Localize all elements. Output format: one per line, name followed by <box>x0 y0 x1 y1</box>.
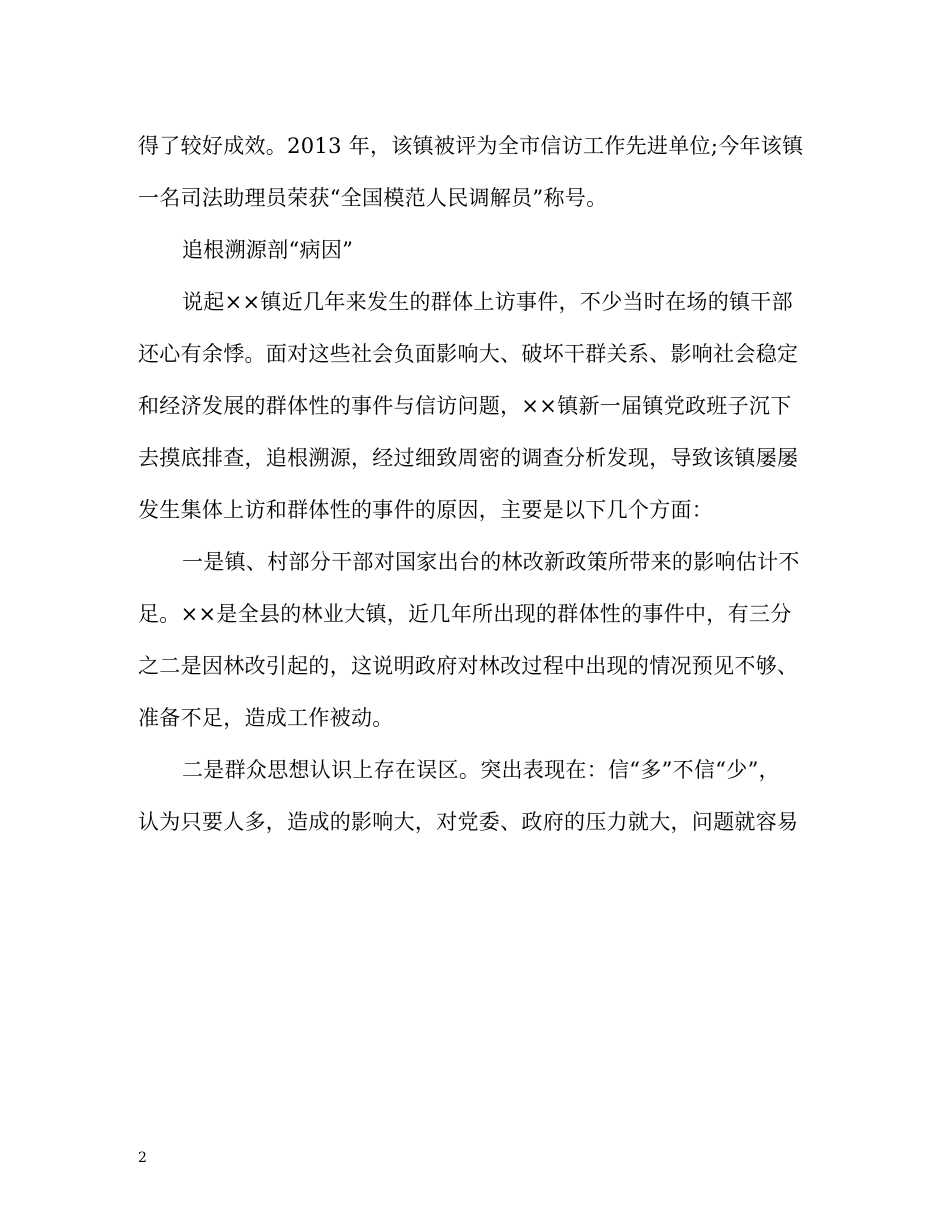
text-line-9: 一是镇、村部分干部对国家出台的林改新政策所带来的影响估计不 <box>182 550 800 574</box>
text-line-13: 二是群众思想认识上存在误区。突出表现在：信“多”不信“少”， <box>182 758 780 782</box>
text-line-5: 还心有余悸。面对这些社会负面影响大、破坏干群关系、影响社会稳定 <box>138 342 799 366</box>
text-line-10: 足。××是全县的林业大镇，近几年所出现的群体性的事件中，有三分 <box>138 602 792 626</box>
text-line-6: 和经济发展的群体性的事件与信访问题，××镇新一届镇党政班子沉下 <box>138 394 792 418</box>
body-text <box>138 120 818 848</box>
text-line-14: 认为只要人多，造成的影响大，对党委、政府的压力就大，问题就容易 <box>138 810 799 834</box>
text-line-2: 一名司法助理员荣获“全国模范人民调解员”称号。 <box>138 186 608 210</box>
text-line-11: 之二是因林改引起的，这说明政府对林改过程中出现的情况预见不够、 <box>138 654 799 678</box>
text-line-1: 得了较好成效。2013 年，该镇被评为全市信访工作先进单位;今年该镇 <box>138 134 804 158</box>
text-line-4: 说起××镇近几年来发生的群体上访事件，不少当时在场的镇干部 <box>182 290 793 314</box>
text-line-8: 发生集体上访和群体性的事件的原因，主要是以下几个方面： <box>138 498 714 522</box>
page-number: 2 <box>138 1150 147 1166</box>
text-line-7: 去摸底排查，追根溯源，经过细致周密的调查分析发现，导致该镇屡屡 <box>138 446 799 470</box>
text-line-12: 准备不足，造成工作被动。 <box>138 706 394 730</box>
section-heading: 追根溯源剖“病因” <box>182 238 354 262</box>
